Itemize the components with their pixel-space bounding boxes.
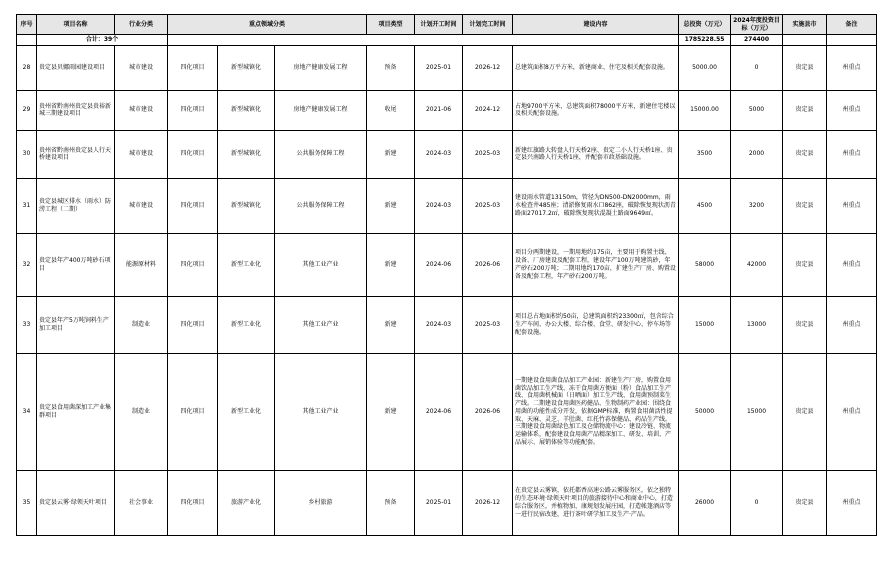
cell-category-3: 房地产健康发展工程 [275, 45, 367, 90]
cell-category-3: 公共服务保障工程 [275, 178, 367, 233]
cell-category-3: 乡村旅游 [275, 470, 367, 535]
cell-start-date: 2021-06 [415, 90, 463, 130]
cell-category-3: 房地产健康发展工程 [275, 90, 367, 130]
cell-category-1: 四化项目 [168, 90, 218, 130]
cell-location: 贵定县 [783, 296, 827, 353]
table-row [17, 296, 877, 353]
cell-end-date: 2026-12 [463, 45, 513, 90]
cell-category-1: 四化项目 [168, 178, 218, 233]
cell-project-type: 新建 [367, 233, 415, 296]
cell-category-1: 四化项目 [168, 296, 218, 353]
project-table [16, 14, 877, 536]
cell-year-target: 13000 [731, 296, 783, 353]
cell-category-3: 其他工业产业 [275, 296, 367, 353]
cell-category-2: 新型城镇化 [218, 130, 275, 178]
table-row [17, 353, 877, 470]
cell-start-date: 2024-03 [415, 178, 463, 233]
cell-category-2: 新型工业化 [218, 353, 275, 470]
cell-location: 贵定县 [783, 470, 827, 535]
cell-category-2: 新型工业化 [218, 296, 275, 353]
cell-start-date: 2024-03 [415, 296, 463, 353]
cell-project-type: 新建 [367, 130, 415, 178]
cell-content: 一期建设食用菌食品加工产业园：新建生产厂房，购置食用菌饮品加工生产线、冻干食用菌方便面（粉）食品加工生产线、食用菌机械面（日晒面）加工生产线、食用菌预制菜生产线。二期建设食用菌医药健品、生物制药产业园：围绕食用菌的功能性成分开发，依据GMP标准，购置食用菌活性提取、天麻、灵芝、羊肚菌、红托竹荪保健品、药品生产线。三期建设食用菌绿色加工及仓储物流中心：建设冷链、物流运输体系，配套建设食用菌产品精深加工、研发、培训、产品展示、展销体验等功能配套。 [513, 353, 679, 470]
cell-category-2: 新型城镇化 [218, 178, 275, 233]
cell-total-invest: 58000 [679, 233, 731, 296]
cell-project-name: 贵定县云雾·绿领天叶项目 [37, 470, 115, 535]
cell-end-date: 2024-12 [463, 90, 513, 130]
cell-industry: 能源原材料 [115, 233, 168, 296]
cell-project-type: 预备 [367, 45, 415, 90]
cell-project-name: 贵定县食用菌深加工产业集群项目 [37, 353, 115, 470]
cell-remark: 州重点 [827, 130, 877, 178]
total-remark-cell [827, 35, 877, 46]
cell-content: 项目分两期建设，一期用地约175亩，主要用于购置主线、设备、厂房建设及配套工程，建设年产100万吨建筑砂，年产砂石200万吨；二期用地约170亩，扩建生产厂房、购置设备及配套工程，年产砂石200万吨。 [513, 233, 679, 296]
cell-total-invest: 5000.00 [679, 45, 731, 90]
cell-remark: 州重点 [827, 353, 877, 470]
cell-remark: 州重点 [827, 296, 877, 353]
cell-industry: 城市建设 [115, 130, 168, 178]
cell-total-invest: 15000.00 [679, 90, 731, 130]
cell-seq: 31 [17, 178, 37, 233]
cell-category-1: 四化项目 [168, 45, 218, 90]
cell-project-type: 收尾 [367, 90, 415, 130]
cell-industry: 社会事业 [115, 470, 168, 535]
table-row [17, 130, 877, 178]
cell-project-name: 贵定县贝娜雨园建设项目 [37, 45, 115, 90]
cell-location: 贵定县 [783, 90, 827, 130]
cell-start-date: 2025-01 [415, 45, 463, 90]
cell-remark: 州重点 [827, 470, 877, 535]
cell-content: 在贵定县云雾镇，依托都香高速公路云雾服务区，依之独特的生态环境·绿领天叶项目的旅游接待中心和商业中心，打造综合服务区，并植物加、康规划发展庄园，打造帐篷酒店等一进行民宿改建，进行茶叶研学加工及生产·产品。 [513, 470, 679, 535]
cell-category-2: 新型城镇化 [218, 45, 275, 90]
cell-project-type: 预备 [367, 470, 415, 535]
cell-end-date: 2026-12 [463, 470, 513, 535]
header-key-field: 重点领域分类 [168, 15, 367, 35]
cell-seq: 30 [17, 130, 37, 178]
header-end: 计划完工时间 [463, 15, 513, 35]
cell-end-date: 2025-03 [463, 130, 513, 178]
cell-seq: 29 [17, 90, 37, 130]
cell-location: 贵定县 [783, 233, 827, 296]
total-seq-cell [17, 35, 37, 46]
cell-content: 总建筑面积8万平方米，新建商业、住宅及相关配套设施。 [513, 45, 679, 90]
cell-start-date: 2024-06 [415, 233, 463, 296]
table-row [17, 233, 877, 296]
cell-total-invest: 50000 [679, 353, 731, 470]
header-name: 项目名称 [37, 15, 115, 35]
cell-location: 贵定县 [783, 178, 827, 233]
header-content: 建设内容 [513, 15, 679, 35]
header-start: 计划开工时间 [415, 15, 463, 35]
cell-category-3: 其他工业产业 [275, 233, 367, 296]
cell-industry: 城市建设 [115, 178, 168, 233]
header-seq: 序号 [17, 15, 37, 35]
header-year-target: 2024年度投资目标（万元） [731, 15, 783, 35]
cell-year-target: 3200 [731, 178, 783, 233]
cell-seq: 28 [17, 45, 37, 90]
table-row [17, 470, 877, 535]
cell-total-invest: 4500 [679, 178, 731, 233]
cell-category-1: 四化项目 [168, 353, 218, 470]
cell-remark: 州重点 [827, 90, 877, 130]
cell-content: 建设雨水管道13150m，管径为DN500-DN2000mm，雨水检查井485座；清淤修复雨水口862座，破除恢复现状沥青路面27017.2㎡，破除恢复现状混凝土路面9649㎡。 [513, 178, 679, 233]
cell-industry: 制造业 [115, 296, 168, 353]
cell-project-name: 贵州省黔南州贵定县人行天桥建设项目 [37, 130, 115, 178]
total-year-target-value: 274400 [731, 35, 783, 46]
header-industry: 行业分类 [115, 15, 168, 35]
cell-end-date: 2025-03 [463, 178, 513, 233]
table-header [17, 15, 877, 35]
cell-seq: 32 [17, 233, 37, 296]
cell-location: 贵定县 [783, 45, 827, 90]
cell-industry: 制造业 [115, 353, 168, 470]
header-location: 实施县市 [783, 15, 827, 35]
cell-end-date: 2025-03 [463, 296, 513, 353]
cell-end-date: 2026-06 [463, 233, 513, 296]
cell-project-type: 新建 [367, 178, 415, 233]
cell-location: 贵定县 [783, 130, 827, 178]
cell-end-date: 2026-06 [463, 353, 513, 470]
cell-category-2: 旅游产业化 [218, 470, 275, 535]
table-body [17, 35, 877, 536]
cell-seq: 35 [17, 470, 37, 535]
cell-location: 贵定县 [783, 353, 827, 470]
cell-remark: 州重点 [827, 45, 877, 90]
cell-category-3: 其他工业产业 [275, 353, 367, 470]
total-label: 合计：39个 [37, 35, 168, 46]
cell-content: 新建红旗路大转盘人行天桥2座、贵定二小人行天桥1座、贵定县兴南路人行天桥1座，并配套市政基础设施。 [513, 130, 679, 178]
cell-project-name: 贵州省黔南州贵定县贵裕新城三期建设项目 [37, 90, 115, 130]
cell-total-invest: 15000 [679, 296, 731, 353]
header-total-invest: 总投资（万元） [679, 15, 731, 35]
cell-start-date: 2025-01 [415, 470, 463, 535]
cell-start-date: 2024-03 [415, 130, 463, 178]
cell-seq: 33 [17, 296, 37, 353]
cell-project-name: 贵定县城区排水（雨水）防涝工程（二期） [37, 178, 115, 233]
cell-industry: 城市建设 [115, 45, 168, 90]
cell-project-type: 新建 [367, 353, 415, 470]
cell-year-target: 42000 [731, 233, 783, 296]
cell-category-1: 四化项目 [168, 470, 218, 535]
cell-year-target: 15000 [731, 353, 783, 470]
total-row [17, 35, 877, 46]
total-location-cell [783, 35, 827, 46]
cell-category-2: 新型工业化 [218, 233, 275, 296]
cell-total-invest: 3500 [679, 130, 731, 178]
cell-year-target: 2000 [731, 130, 783, 178]
cell-category-1: 四化项目 [168, 130, 218, 178]
total-invest-value: 1785228.55 [679, 35, 731, 46]
cell-category-3: 公共服务保障工程 [275, 130, 367, 178]
total-spacer-cell [168, 35, 679, 46]
cell-category-1: 四化项目 [168, 233, 218, 296]
table-row [17, 90, 877, 130]
header-type: 项目类型 [367, 15, 415, 35]
cell-remark: 州重点 [827, 178, 877, 233]
table-row [17, 45, 877, 90]
header-remark: 备注 [827, 15, 877, 35]
cell-remark: 州重点 [827, 233, 877, 296]
cell-seq: 34 [17, 353, 37, 470]
cell-total-invest: 26000 [679, 470, 731, 535]
cell-project-name: 贵定县年产5万吨饲料生产加工项目 [37, 296, 115, 353]
table-row [17, 178, 877, 233]
cell-start-date: 2024-06 [415, 353, 463, 470]
cell-category-2: 新型城镇化 [218, 90, 275, 130]
cell-project-name: 贵定县年产400万吨砂石项目 [37, 233, 115, 296]
cell-content: 项目总占地面积约50亩，总建筑面积约23300㎡，包含综合生产车间、办公大楼、综合楼、食堂、研发中心、停车场等配套设施。 [513, 296, 679, 353]
cell-year-target: 0 [731, 45, 783, 90]
cell-content: 占地9700平方米，总建筑面积78000平方米，新建住宅楼以及相关配套设施。 [513, 90, 679, 130]
cell-year-target: 0 [731, 470, 783, 535]
cell-project-type: 新建 [367, 296, 415, 353]
cell-industry: 城市建设 [115, 90, 168, 130]
cell-year-target: 5000 [731, 90, 783, 130]
